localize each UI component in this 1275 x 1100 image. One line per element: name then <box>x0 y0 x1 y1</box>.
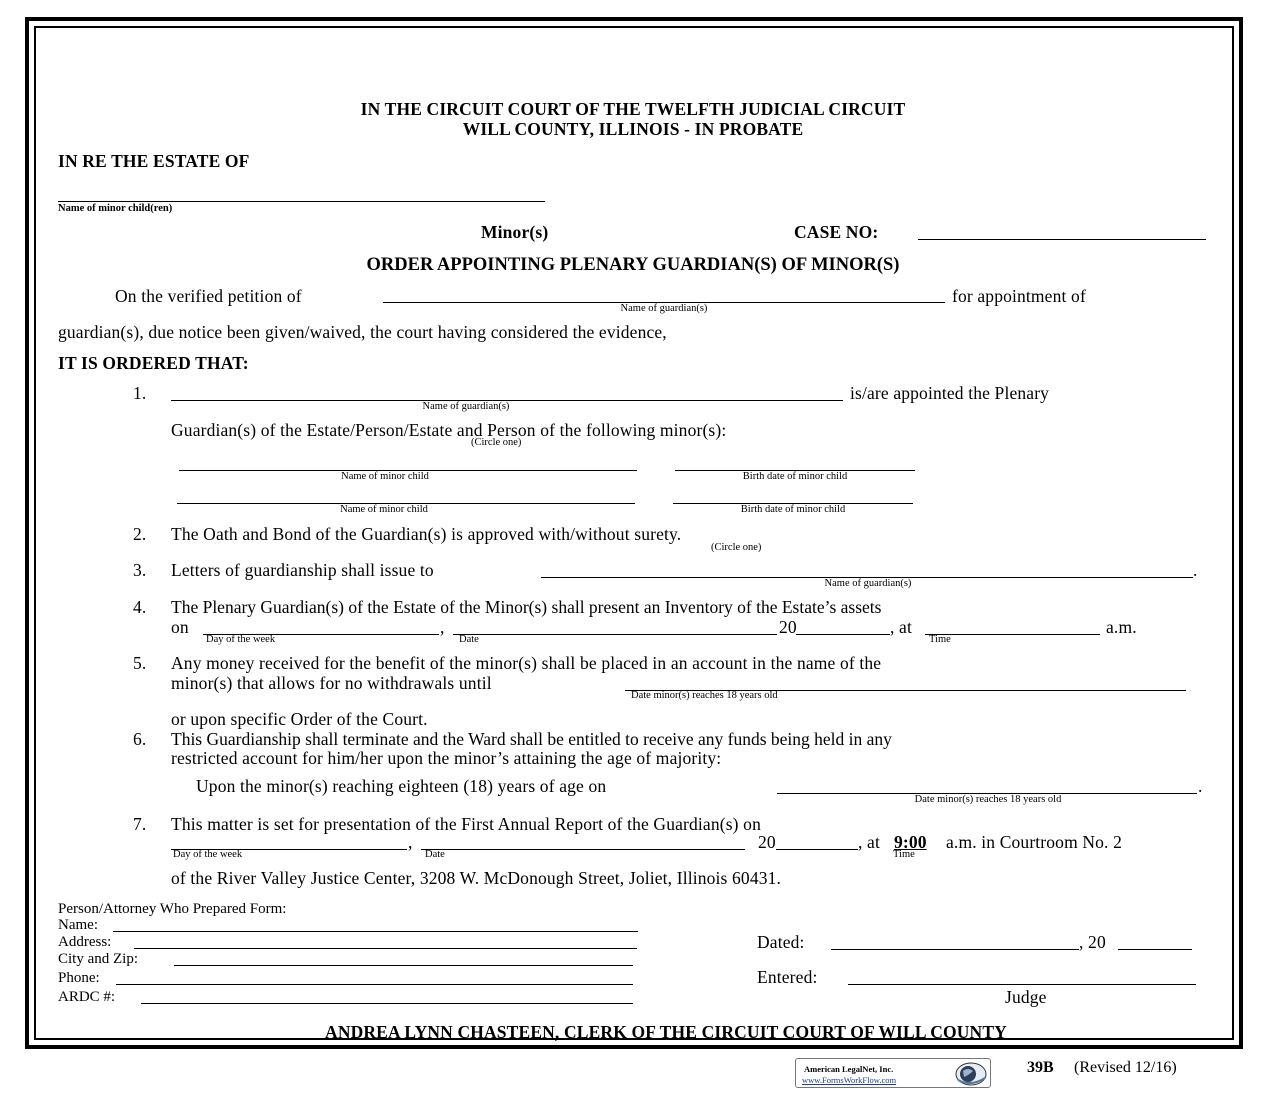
dated-field[interactable] <box>831 949 1079 950</box>
clerk-line: ANDREA LYNN CHASTEEN, CLERK OF THE CIRCUIT COURT OF WILL COUNTY <box>325 1022 1007 1042</box>
item3-number: 3. <box>133 560 147 580</box>
item1-tail: is/are appointed the Plenary <box>850 383 1050 403</box>
logo-url[interactable]: www.FormsWorkFlow.com <box>802 1075 897 1085</box>
minor-child-caption-2: Name of minor child <box>340 504 428 515</box>
form-number: 39B <box>1027 1059 1054 1076</box>
court-heading-line1: IN THE CIRCUIT COURT OF THE TWELFTH JUDICIAL CIRCUIT <box>360 99 906 119</box>
american-legalnet-logo[interactable] <box>795 1058 991 1088</box>
judge-signature-field[interactable] <box>848 984 1196 985</box>
item2-number: 2. <box>133 524 147 544</box>
petition-tail: for appointment of <box>952 286 1086 306</box>
item7-date-caption: Date <box>425 849 445 860</box>
item7-year-prefix: 20 <box>758 832 776 852</box>
minor-name-field[interactable] <box>58 201 545 202</box>
item4-year-prefix: 20 <box>779 617 797 637</box>
item4-date-caption: Date <box>459 634 479 645</box>
item7-day-caption: Day of the week <box>173 849 243 860</box>
dated-year-prefix: , 20 <box>1079 932 1106 952</box>
preparer-name-field[interactable] <box>113 931 638 932</box>
entered-label: Entered: <box>757 967 818 987</box>
item7-year-field[interactable] <box>776 849 858 850</box>
preparer-phone-label: Phone: <box>58 970 100 986</box>
birth-date-caption-1: Birth date of minor child <box>742 471 848 482</box>
item4-number: 4. <box>133 597 147 617</box>
item3-text: Letters of guardianship shall issue to <box>171 560 434 580</box>
judge-label: Judge <box>1005 987 1047 1007</box>
item2-text: The Oath and Bond of the Guardian(s) is approved with/without surety. <box>171 524 682 544</box>
minor-child-caption-1: Name of minor child <box>341 471 429 482</box>
item4-text: The Plenary Guardian(s) of the Estate of the Minor(s) shall present an Inventory of the Estate’s assets <box>171 597 882 617</box>
item5-line3: or upon specific Order of the Court. <box>171 709 428 729</box>
minors-label: Minor(s) <box>481 222 549 242</box>
item1-circle-one: (Circle one) <box>471 437 522 448</box>
item7-line3: of the River Valley Justice Center, 3208 W. McDonough Street, Joliet, Illinois 60431. <box>171 868 782 888</box>
item7-date-field[interactable] <box>421 849 745 850</box>
case-no-field[interactable] <box>918 239 1206 240</box>
item1-line2: Guardian(s) of the Estate/Person/Estate and Person of the following minor(s): <box>171 420 727 440</box>
item6-date-caption: Date minor(s) reaches 18 years old <box>914 794 1062 805</box>
estate-label: IN RE THE ESTATE OF <box>58 151 250 171</box>
item7-tail: a.m. in Courtroom No. 2 <box>946 832 1123 852</box>
petition-line2: guardian(s), due notice been given/waived, the court having considered the evidence, <box>58 322 667 342</box>
item2-circle-one: (Circle one) <box>711 542 762 553</box>
item5-line1: Any money received for the benefit of the minor(s) shall be placed in an account in the name of the <box>171 653 882 673</box>
item5-date-caption: Date minor(s) reaches 18 years old <box>631 690 778 701</box>
item5-number: 5. <box>133 653 147 673</box>
item4-date-field[interactable] <box>453 634 777 635</box>
item4-comma: , <box>440 617 445 637</box>
preparer-address-field[interactable] <box>134 948 637 949</box>
item1-guardian-caption: Name of guardian(s) <box>422 401 510 412</box>
case-no-label: CASE NO: <box>794 222 879 242</box>
item7-line1: This matter is set for presentation of the First Annual Report of the Guardian(s) on <box>171 814 761 834</box>
preparer-ardc-label: ARDC #: <box>58 989 116 1005</box>
birth-date-caption-2: Birth date of minor child <box>740 504 846 515</box>
dated-label: Dated: <box>757 932 805 952</box>
preparer-heading: Person/Attorney Who Prepared Form: <box>58 901 287 917</box>
item6-line1: This Guardianship shall terminate and the Ward shall be entitled to receive any funds being held in any <box>171 729 892 749</box>
court-heading-line2: WILL COUNTY, ILLINOIS - IN PROBATE <box>462 119 804 139</box>
form-revised: (Revised 12/16) <box>1074 1059 1177 1076</box>
preparer-phone-field[interactable] <box>116 984 633 985</box>
logo-company-name: American LegalNet, Inc. <box>804 1064 894 1074</box>
preparer-name-label: Name: <box>58 917 98 933</box>
item4-day-caption: Day of the week <box>206 634 276 645</box>
item7-number: 7. <box>133 814 147 834</box>
item7-comma: , <box>408 832 413 852</box>
minor-name-caption: Name of minor child(ren) <box>58 203 173 214</box>
item5-line2: minor(s) that allows for no withdrawals until <box>171 673 492 693</box>
item4-year-field[interactable] <box>796 634 890 635</box>
preparer-city-label: City and Zip: <box>58 951 138 967</box>
item6-line2: restricted account for him/her upon the minor’s attaining the age of majority: <box>171 748 722 768</box>
item3-guardian-caption: Name of guardian(s) <box>824 578 912 589</box>
dated-year-field[interactable] <box>1118 949 1192 950</box>
item4-time-caption: Time <box>929 634 951 645</box>
item4-at: , at <box>890 617 912 637</box>
item6-number: 6. <box>133 729 147 749</box>
item6-period: . <box>1198 776 1203 796</box>
order-title: ORDER APPOINTING PLENARY GUARDIAN(S) OF MINOR(S) <box>366 255 900 275</box>
item3-period: . <box>1193 560 1198 580</box>
petition-lead: On the verified petition of <box>115 286 302 306</box>
preparer-ardc-field[interactable] <box>141 1003 633 1004</box>
item7-time-caption: Time <box>893 849 915 860</box>
ordered-heading: IT IS ORDERED THAT: <box>58 353 249 373</box>
item1-number: 1. <box>133 383 147 403</box>
item6-line3: Upon the minor(s) reaching eighteen (18) years of age on <box>196 776 607 796</box>
preparer-city-field[interactable] <box>174 965 633 966</box>
petition-guardian-caption: Name of guardian(s) <box>620 303 708 314</box>
preparer-address-label: Address: <box>58 934 112 950</box>
item4-time-field[interactable] <box>925 634 1100 635</box>
item7-at: , at <box>858 832 880 852</box>
globe-icon <box>954 1061 988 1087</box>
item7-time: 9:00 <box>894 832 927 852</box>
item4-on: on <box>171 617 189 637</box>
item4-ampm: a.m. <box>1106 617 1137 637</box>
